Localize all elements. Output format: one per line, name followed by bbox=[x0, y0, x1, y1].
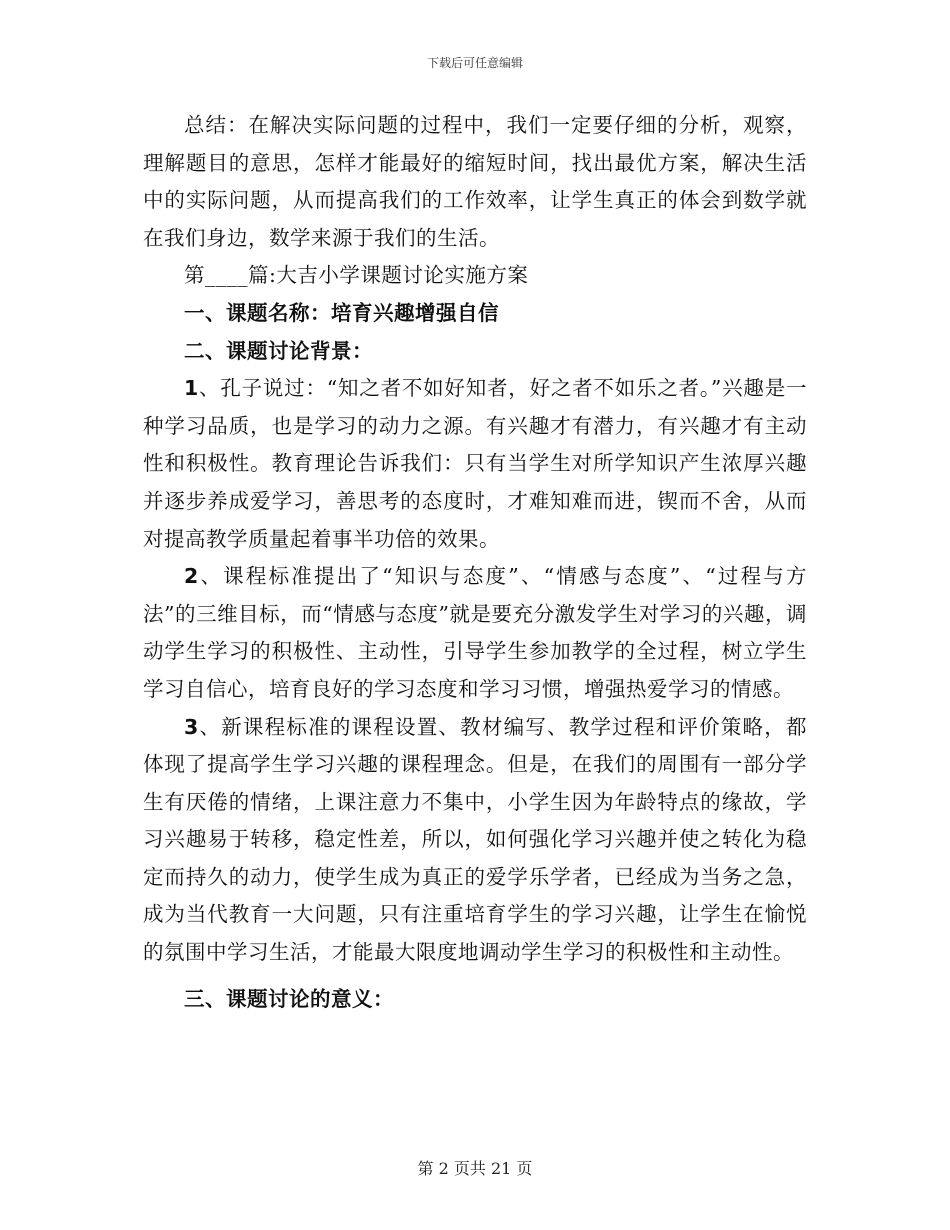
page-footer: 第 2 页共 21 页 bbox=[417, 1159, 533, 1178]
chapter-title: 第____篇:大吉小学课题讨论实施方案 bbox=[184, 263, 529, 288]
item-text: 、新课程标准的课程设置、教材编写、教学过程和评价策略，都体现了提高学生学习兴趣的课程理念。但是，在我们的周围有一部分学生有厌倦的情绪，上课注意力不集中，小学生因为年龄特点的缘故，学习兴趣易于转移，稳定性差，所以，如何强化学习兴趣并使之转化为稳定而持久的动力，使学生成为真正的爱学乐学者，已经成为当务之急，成为当代教育一大问题，只有注重培育学生的学习兴趣，让学生在愉悦的氛围中学习生活，才能最大限度地调动学生学习的积极性和主动性。 bbox=[143, 714, 807, 965]
item-number: 2 bbox=[184, 564, 199, 589]
page-header: 下载后可任意编辑 bbox=[426, 56, 523, 70]
document-body bbox=[143, 107, 807, 1018]
item-number: 3 bbox=[184, 714, 199, 739]
item-text: 、孔子说过：“知之者不如好知者，好之者不如乐之者。”兴趣是一种学习品质，也是学习的动力之源。有兴趣才有潜力，有兴趣才有主动性和积极性。教育理论告诉我们：只有当学生对所学知识产生浓厚兴趣并逐步养成爱学习，善思考的态度时，才难知难而进，锲而不舍，从而对提高教学质量起着事半功倍的效果。 bbox=[143, 376, 807, 551]
item-text: 、课程标准提出了“知识与态度”、“情感与态度”、“过程与方法”的三维目标，而“情感与态度”就是要充分激发学生对学习的兴趣，调动学生学习的积极性、主动性，引导学生参加教学的全过程，树立学生学习自信心，培育良好的学习态度和学习习惯，增强热爱学习的情感。 bbox=[143, 564, 807, 701]
section-heading-topic-name: 一、课题名称：培育兴趣增强自信 bbox=[184, 300, 499, 325]
background-item-1 bbox=[143, 370, 807, 558]
summary-paragraph: 总结：在解决实际问题的过程中，我们一定要仔细的分析，观察，理解题目的意思，怎样才能最好的缩短时间，找出最优方案，解决生活中的实际问题，从而提高我们的工作效率，让学生真正的体会到数学就在我们身边，数学来源于我们的生活。 bbox=[143, 113, 807, 250]
item-number: 1 bbox=[184, 376, 199, 401]
background-item-2 bbox=[143, 558, 807, 708]
section-heading-background: 二、课题讨论背景： bbox=[184, 338, 373, 363]
section-heading-significance: 三、课题讨论的意义： bbox=[184, 986, 394, 1011]
background-item-3 bbox=[143, 709, 807, 972]
